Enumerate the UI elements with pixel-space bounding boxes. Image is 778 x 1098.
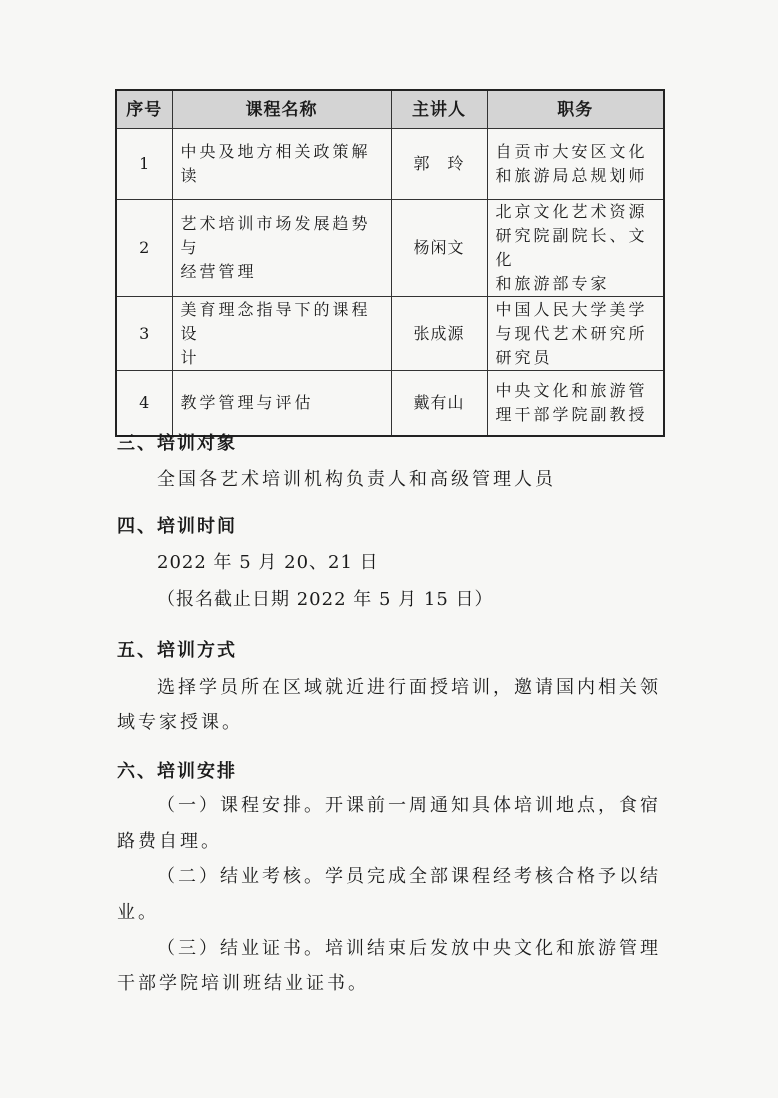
- course-table: [115, 89, 665, 437]
- course-name-line: 教学管理与评估: [180, 393, 314, 412]
- arrangement-item2-line2: 业。: [117, 902, 159, 923]
- course-name: [172, 297, 391, 371]
- speaker-title: [487, 371, 664, 437]
- section-heading-method: 五、培训方式: [117, 640, 237, 661]
- speaker-name: 杨闲文: [391, 200, 487, 297]
- row-index: 2: [116, 200, 172, 297]
- title-line: 理干部学院副教授: [495, 405, 648, 424]
- title-line: 研究院副院长、文化: [495, 226, 648, 269]
- course-name-line: 美育理念指导下的课程设: [180, 299, 371, 343]
- title-line: 中国人民大学美学: [495, 299, 648, 319]
- arrangement-item1-line2: 路费自理。: [117, 831, 222, 852]
- section-heading-trainees: 三、培训对象: [117, 433, 237, 454]
- course-name-line: 中央及地方相关政策解读: [180, 142, 371, 185]
- header-speaker: 主讲人: [391, 90, 487, 129]
- registration-deadline: （报名截止日期 2022 年 5 月 15 日）: [157, 589, 494, 610]
- course-name-line: 艺术培训市场发展趋势与: [180, 214, 371, 257]
- title-line: 北京文化艺术资源: [495, 202, 648, 221]
- course-name: [172, 129, 391, 200]
- arrangement-item3-line2: 干部学院培训班结业证书。: [117, 973, 369, 994]
- arrangement-item1-line1: （一）课程安排。开课前一周通知具体培训地点，食宿: [157, 795, 661, 816]
- speaker-title: [487, 200, 664, 297]
- header-index: 序号: [116, 90, 172, 129]
- title-line: 和旅游部专家: [495, 274, 610, 293]
- title-line: 自贡市大安区文化: [495, 142, 648, 161]
- course-name-line: 计: [180, 347, 200, 367]
- table-row: [116, 129, 664, 200]
- table-row: [116, 371, 664, 437]
- header-course-name: 课程名称: [172, 90, 391, 129]
- training-date: 2022 年 5 月 20、21 日: [157, 552, 379, 573]
- table-row: [116, 200, 664, 297]
- speaker-name: 张成源: [391, 297, 487, 371]
- title-line: 中央文化和旅游管: [495, 381, 648, 400]
- title-line: 和旅游局总规划师: [495, 166, 648, 185]
- course-name: [172, 371, 391, 437]
- title-line: 与现代艺术研究所: [495, 323, 648, 343]
- header-title: 职务: [487, 90, 664, 129]
- section-heading-time: 四、培训时间: [117, 516, 237, 537]
- speaker-name: 郭 玲: [391, 129, 487, 200]
- table-row: [116, 297, 664, 371]
- title-line: 研究员: [495, 347, 553, 367]
- trainees-text: 全国各艺术培训机构负责人和高级管理人员: [157, 469, 556, 490]
- row-index: 4: [116, 371, 172, 437]
- arrangement-item2-line1: （二）结业考核。学员完成全部课程经考核合格予以结: [157, 866, 661, 887]
- method-text-line2: 域专家授课。: [117, 712, 243, 733]
- table-header-row: [116, 90, 664, 129]
- row-index: 1: [116, 129, 172, 200]
- speaker-title: [487, 297, 664, 371]
- row-index: 3: [116, 297, 172, 371]
- speaker-name: 戴有山: [391, 371, 487, 437]
- arrangement-item3-line1: （三）结业证书。培训结束后发放中央文化和旅游管理: [157, 938, 661, 959]
- course-name: [172, 200, 391, 297]
- course-name-line: 经营管理: [180, 262, 257, 281]
- section-heading-arrangement: 六、培训安排: [117, 761, 237, 782]
- speaker-title: [487, 129, 664, 200]
- method-text-line1: 选择学员所在区域就近进行面授培训，邀请国内相关领: [157, 677, 661, 698]
